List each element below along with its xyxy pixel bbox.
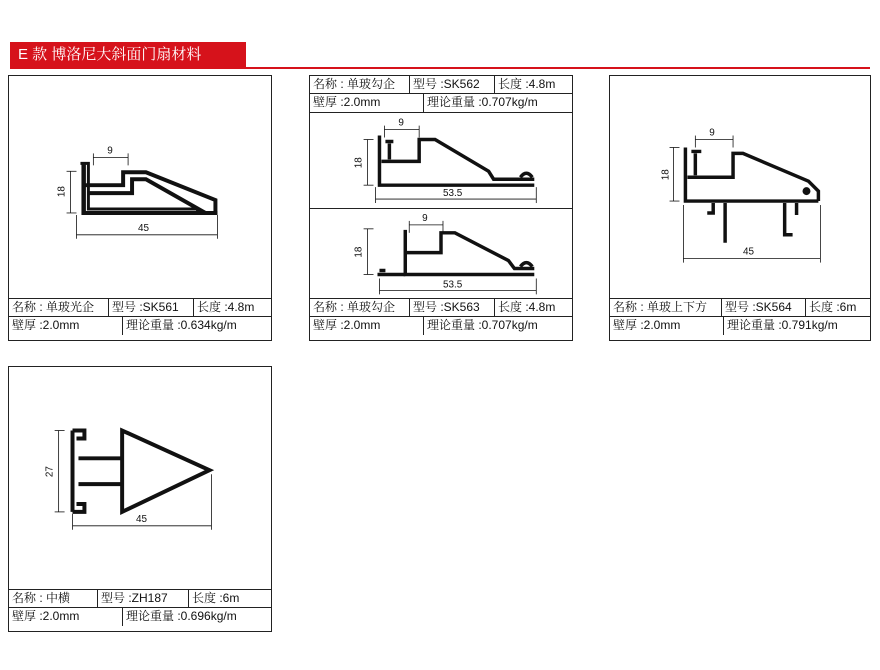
profile-shape-sk562 [379, 136, 534, 186]
title-underline [10, 67, 870, 69]
length-cell: 长度 :6m [805, 299, 856, 316]
profile-shape [73, 431, 210, 512]
section-title: E 款 博洛尼大斜面门扇材料 [10, 42, 246, 67]
dimension-width-label: 45 [742, 246, 755, 258]
weight-cell: 理论重量 :0.707kg/m [423, 94, 538, 112]
dimension-height-label: 18 [56, 186, 68, 198]
model-cell: 型号 :SK562 [409, 76, 480, 93]
wall-cell: 壁厚 :2.0mm [12, 318, 80, 332]
profile-shape [80, 163, 217, 213]
dimension-height-label: 18 [660, 169, 672, 181]
spec-table [9, 589, 271, 626]
model-cell: 型号 :ZH187 [97, 590, 168, 607]
weight-cell: 理论重量 :0.696kg/m [122, 608, 237, 626]
dimension-top-label: 9 [107, 145, 113, 157]
length-cell: 长度 :4.8m [494, 299, 555, 316]
length-cell: 长度 :4.8m [494, 76, 555, 93]
weight-cell: 理论重量 :0.634kg/m [122, 317, 237, 335]
wall-cell: 壁厚 :2.0mm [613, 318, 681, 332]
profile-shape [685, 147, 818, 242]
dimension-height-label: 18 [353, 246, 365, 258]
dimension-height-label: 18 [353, 157, 365, 169]
model-cell: 型号 :SK563 [409, 299, 480, 316]
spec-table-sk563 [310, 298, 572, 335]
wall-cell: 壁厚 :2.0mm [313, 95, 381, 109]
model-cell: 型号 :SK564 [721, 299, 792, 316]
dimension-width-label: 45 [136, 513, 148, 525]
length-cell: 长度 :6m [188, 590, 239, 607]
name-cell: 名称 : 单玻勾企 [313, 77, 396, 91]
dimension-height-label: 27 [44, 466, 56, 478]
name-cell: 名称 : 中横 [12, 591, 71, 605]
weight-cell: 理论重量 :0.791kg/m [723, 317, 838, 335]
dimension-top-label: 9 [422, 212, 428, 224]
name-cell: 名称 : 单玻上下方 [613, 300, 708, 314]
dimension-width-label: 53.5 [442, 279, 463, 291]
spec-table [610, 298, 870, 335]
name-cell: 名称 : 单玻勾企 [313, 300, 396, 314]
panel-zh187 [8, 366, 272, 632]
name-cell: 名称 : 单玻光企 [12, 300, 95, 314]
dimension-top-label: 9 [398, 117, 404, 129]
dimension-top-label: 9 [709, 127, 715, 139]
length-cell: 长度 :4.8m [193, 299, 254, 316]
wall-cell: 壁厚 :2.0mm [12, 609, 80, 623]
panel-sk564 [609, 75, 871, 341]
panel-sk562-sk563 [309, 75, 573, 341]
weight-cell: 理论重量 :0.707kg/m [423, 317, 538, 335]
model-cell: 型号 :SK561 [108, 299, 179, 316]
profile-shape-sk563 [377, 230, 534, 275]
panel-sk561 [8, 75, 272, 341]
wall-cell: 壁厚 :2.0mm [313, 318, 381, 332]
dimension-width-label: 45 [138, 222, 150, 234]
dimension-width-label: 53.5 [442, 188, 463, 200]
spec-table [9, 298, 271, 335]
